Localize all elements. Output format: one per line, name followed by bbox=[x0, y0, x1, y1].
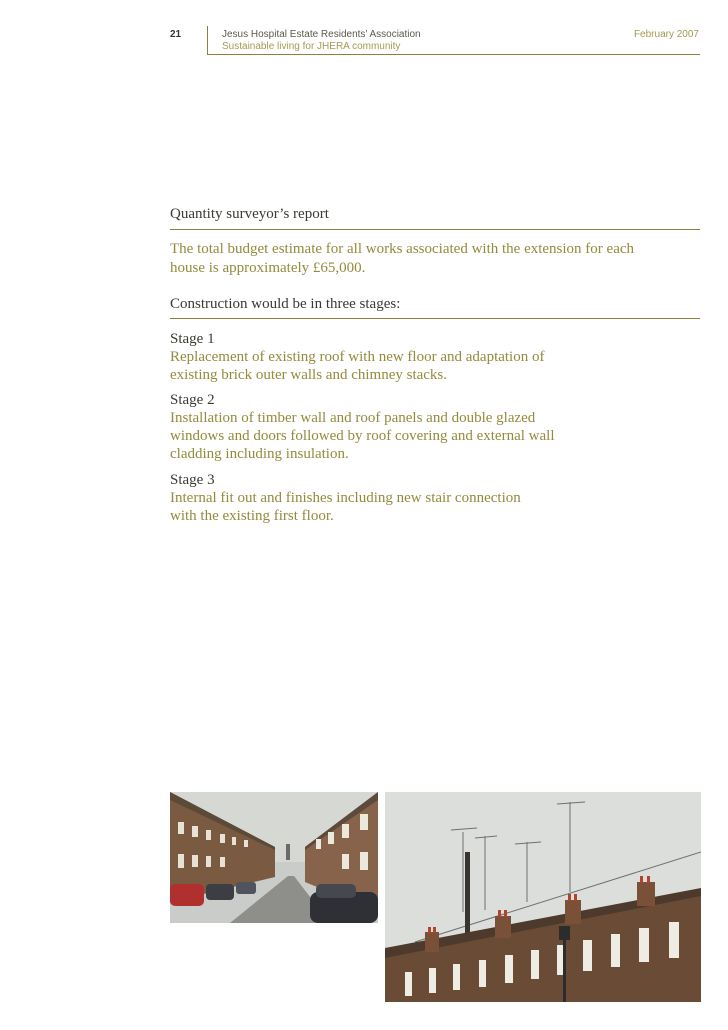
budget-text-line-2: house is approximately £65,000. bbox=[170, 260, 366, 276]
header-date: February 2007 bbox=[633, 29, 699, 40]
construction-intro: Construction would be in three stages: bbox=[170, 296, 401, 312]
intro-rule bbox=[170, 318, 700, 319]
stage-2-text: windows and doors followed by roof covering and external wall bbox=[170, 428, 555, 444]
budget-text-line-1: The total budget estimate for all works associated with the extension for each bbox=[170, 241, 635, 257]
header-organization: Jesus Hospital Estate Residents’ Association bbox=[222, 29, 421, 40]
title-rule bbox=[170, 229, 700, 230]
stage-2-text: Installation of timber wall and roof panels and double glazed bbox=[170, 410, 536, 426]
stage-1-title: Stage 1 bbox=[170, 331, 215, 347]
header-divider bbox=[207, 26, 208, 54]
stage-3-text: Internal fit out and finishes including new stair connection bbox=[170, 490, 521, 506]
header-tagline: Sustainable living for JHERA community bbox=[222, 41, 401, 52]
stage-1-text: existing brick outer walls and chimney stacks. bbox=[170, 367, 448, 383]
section-title: Quantity surveyor’s report bbox=[170, 206, 329, 222]
header-rule bbox=[207, 54, 700, 55]
rooftops-chimneys-photo bbox=[385, 792, 701, 1002]
street-terrace-photo bbox=[170, 792, 378, 923]
stage-3-title: Stage 3 bbox=[170, 472, 215, 488]
stage-1-text: Replacement of existing roof with new floor and adaptation of bbox=[170, 349, 545, 365]
stage-2-text: cladding including insulation. bbox=[170, 446, 349, 462]
stage-2-title: Stage 2 bbox=[170, 392, 215, 408]
page-number: 21 bbox=[170, 29, 182, 40]
stage-3-text: with the existing first floor. bbox=[170, 508, 334, 524]
